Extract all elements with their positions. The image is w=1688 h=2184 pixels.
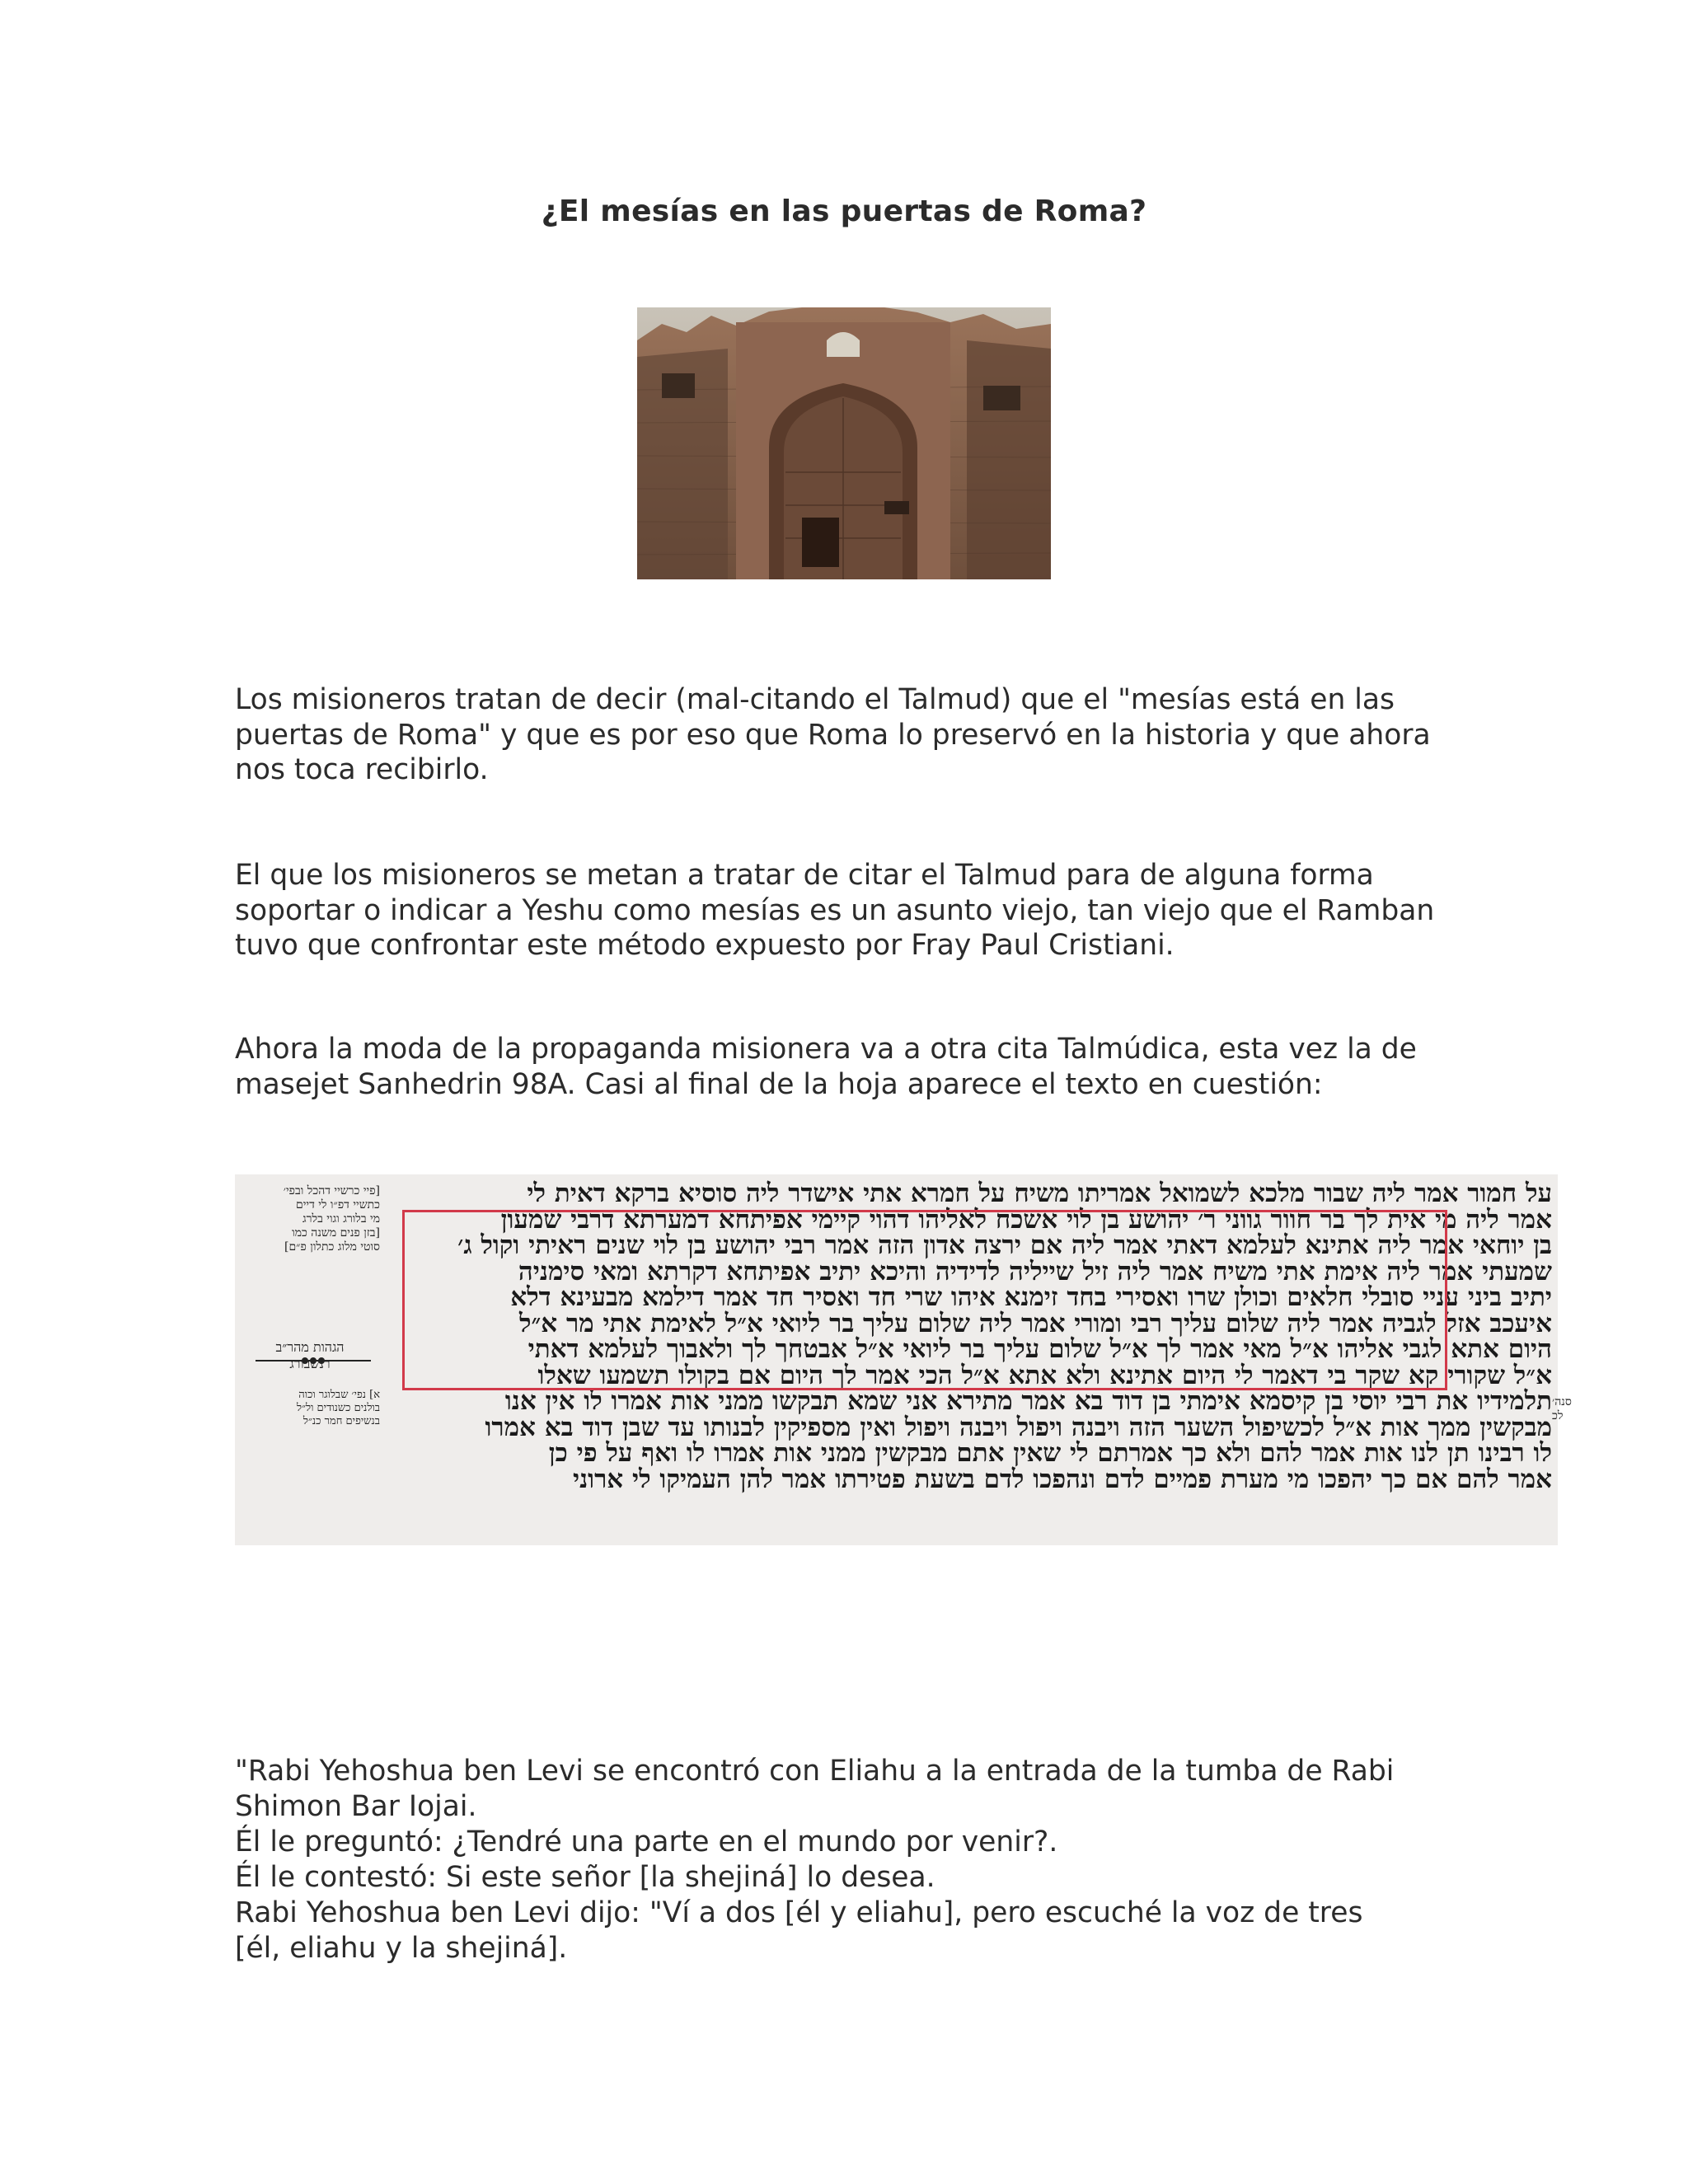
talmud-line: מבקשין ממך אות א״ל לכשיפול השער הזה ויבנה ויפול ויבנה ויפול ואין מספיקין לבנותו עד שבן דוד בא אמרו xyxy=(485,1412,1552,1442)
talmud-line: יתיב ביני עניי סובלי חלאים וכולן שרו ואסירי בחד זימנא איהו שרי חד ואסיר חד אמר דילמא מבעינא דלא xyxy=(510,1282,1552,1312)
talmud-line: אמר ליה מי אית לך בר חוור גווני ר׳ יהושע בן לוי אשכח לאליהו דהוי קיימי אפיתחא דמערתא דרבי שמעון xyxy=(500,1204,1552,1235)
talmud-line: א״ל שקורי קא שקר בי דאמר לי היום אתינא ולא אתא א״ל הכי אמר לך היום אם בקולו תשמעו שאלו xyxy=(537,1360,1552,1390)
quote-line: "Rabi Yehoshua ben Levi se encontró con Eliahu a la entrada de la tumba de Rabi xyxy=(235,1755,1395,1788)
paragraph-3: Ahora la moda de la propaganda misionera va a otra cita Talmúdica, esta vez la de masejet Sanhedrin 98A. Casi al final de la hoja aparece el texto en cuestión: xyxy=(235,1033,1417,1101)
translation-quote xyxy=(235,1754,1488,1966)
scan-margin-heading: הגהות מהר״ב רנשבורג xyxy=(275,1339,345,1371)
quote-line: Shimon Bar Iojai. xyxy=(235,1790,477,1823)
scan-margin-notes-bottom: א] נפי׳ שבלוגר וכוה בולנים כשנודים ול״ל בנשיפים חמר כנ״ל xyxy=(297,1389,380,1427)
scan-right-note: סנה׳ לכ xyxy=(1552,1395,1572,1422)
talmud-line: תלמידיו את רבי יוסי בן קיסמא אימתי בן דוד בא אמר מתירא אני שמא תבקשו ממני אות אמרו לו אין אנו xyxy=(504,1386,1552,1416)
talmud-line: איעכב אזל לגביה אמר ליה שלום עליך רבי ומורי אמר ליה שלום עליך בר ליואי א״ל לאימת אתי מר א״ל xyxy=(519,1308,1552,1338)
quote-line: Él le contestó: Si este señor [la shejiná] lo desea. xyxy=(235,1861,935,1894)
roman-gate-photo xyxy=(637,307,1051,579)
scan-margin-notes-top: [פיי כרשיי דהכל ובפי׳ כתשיי דפ״ו לי דיים מי בלורג וגוי בלרג [בזן פנים משנה כמו סוטי מלוג כתלון פ״ם] xyxy=(283,1184,380,1254)
talmud-line: אמר להם אם כך יהפכו מי מערת פמיים לדם ונהפכו לדם בשעת פטירתו אמר להן העמיקו לי ארוני xyxy=(572,1464,1552,1494)
paragraph-1: Los misioneros tratan de decir (mal-citando el Talmud) que el "mesías está en las puertas de Roma" y que es por eso que Roma lo preservó en la historia y que ahora nos toca recibirlo. xyxy=(235,683,1431,786)
talmud-line: בן יוחאי אמר ליה אתינא לעלמא דאתי אמר ליה אם ירצה אדון הזה אמר רבי יהושע בן לוי שנים ראיתי וקול ג׳ xyxy=(457,1230,1552,1260)
page-title: ¿El mesías en las puertas de Roma? xyxy=(541,194,1147,228)
talmud-scan xyxy=(235,1174,1572,1545)
talmud-line: על חמור אמר ליה שבור מלכא לשמואל אמריתו משיח על חמרא אתי אישדר ליה סוסיא ברקא דאית לי xyxy=(527,1179,1552,1208)
quote-line: [él, eliahu y la shejiná]. xyxy=(235,1932,568,1965)
paragraph-2: El que los misioneros se metan a tratar de citar el Talmud para de alguna forma soportar o indicar a Yeshu como mesías es un asunto viejo, tan viejo que el Ramban tuvo que confrontar este método expuesto por Fray Paul Cristiani. xyxy=(235,859,1435,962)
highlight-box xyxy=(402,1210,1447,1390)
talmud-line: היום אתא לגבי אליהו א״ל מאי אמר לך א״ל שלום עליך בר ליואי א״ל אבטחך לך ולאבוך לעלמא דאתי xyxy=(528,1334,1552,1364)
quote-line: Rabi Yehoshua ben Levi dijo: "Ví a dos [él y eliahu], pero escuché la voz de tres xyxy=(235,1896,1363,1929)
quote-line: Él le preguntó: ¿Tendré una parte en el mundo por venir?. xyxy=(235,1825,1058,1858)
talmud-line: לו רבינו תן לנו אות אמר להם ולא כך אמרתם לי שאין אתם מבקשין ממני אות אמרו לו ואף על פי כן xyxy=(548,1438,1552,1468)
talmud-line: שמעתי אמר ליה אימת אתי משיח אמר ליה זיל שייליה לדידיה והיכא יתיב אפיתחא דקרתא ומאי סימניה xyxy=(518,1256,1552,1286)
